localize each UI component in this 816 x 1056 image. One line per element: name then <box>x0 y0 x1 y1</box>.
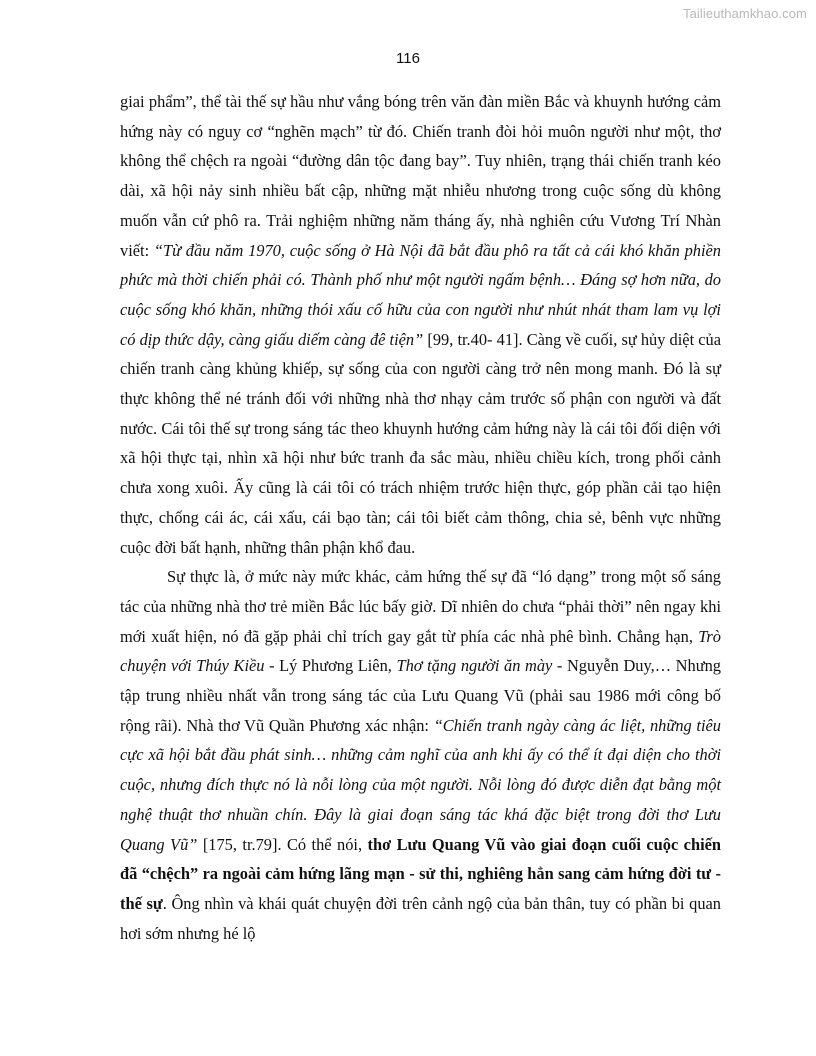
paragraph-2-text-5: . Ông nhìn và khái quát chuyện đời trên cảnh ngộ của bản thân, tuy có phần bi quan hơi sớm nhưng hé lộ <box>120 893 721 943</box>
paragraph-2-text-4: [175, tr.79]. Có thể nói, <box>197 834 368 854</box>
paragraph-2-text-3: - Nguyễn Duy,… Nhưng tập trung nhiều nhất vẫn trong sáng tác của Lưu Quang Vũ (phải sau 1986 mới công bố rộng rãi). Nhà thơ Vũ Quần Phương xác nhận: <box>120 656 721 735</box>
paragraph-2-work-title-1: Trò chuyện với Thúy Kiều <box>120 626 721 676</box>
paragraph-2-quote: “Chiến tranh ngày càng ác liệt, những tiêu cực xã hội bắt đầu phát sinh… những cảm nghĩ của anh khi ấy có thể ít đại diện cho thời cuộc, nhưng đích thực nó là nỗi lòng của một người. Nỗi lòng đó được diễn đạt bằng một nghệ thuật thơ nhuần chín. Đây là giai đoạn sáng tác khá đặc biệt trong đời thơ Lưu Quang Vũ” <box>120 715 721 854</box>
paragraph-2-text-2: - Lý Phương Liên, <box>264 656 397 676</box>
paragraph-2 <box>120 562 721 948</box>
paragraph-2-bold-claim: thơ Lưu Quang Vũ vào giai đoạn cuối cuộc chiến đã “chệch” ra ngoài cảm hứng lãng mạn - sử thi, nghiêng hẳn sang cảm hứng đời tư - thế sự <box>120 834 722 913</box>
paragraph-1-text-1: giai phẩm”, thể tài thế sự hầu như vắng bóng trên văn đàn miền Bắc và khuynh hướng cảm hứng này có nguy cơ “nghẽn mạch” từ đó. Chiến tranh đòi hỏi muôn người như một, thơ không thể chệch ra ngoài “đường dân tộc đang bay”. Tuy nhiên, trạng thái chiến tranh kéo dài, xã hội nảy sinh nhiều bất cập, những mặt nhiễu nhương trong cuộc sống dù không muốn vẫn cứ phô ra. Trải nghiệm những năm tháng ấy, nhà nghiên cứu Vương Trí Nhàn viết: <box>120 92 721 260</box>
watermark: Tailieuthamkhao.com <box>682 6 807 21</box>
paragraph-1 <box>120 87 721 562</box>
paragraph-1-text-2: [99, tr.40- 41]. Càng về cuối, sự hủy diệt của chiến tranh càng khủng khiếp, sự sống của con người càng trở nên mong manh. Đó là sự thực không thể né tránh đối với những nhà thơ nhạy cảm trước số phận con người và đất nước. Cái tôi thế sự trong sáng tác theo khuynh hướng cảm hứng này là cái tôi đối diện với xã hội thực tại, nhìn xã hội như bức tranh đa sắc màu, nhiều chiều kích, trong phối cảnh chưa xong xuôi. Ấy cũng là cái tôi có trách nhiệm trước hiện thực, góp phần cải tạo hiện thực, chống cái ác, cái xấu, cái bạo tàn; cái tôi biết cảm thông, chia sẻ, bênh vực những cuộc đời bất hạnh, những thân phận khổ đau. <box>120 329 721 557</box>
body-text <box>120 87 721 948</box>
page-number: 116 <box>396 50 420 67</box>
paragraph-2-work-title-2: Thơ tặng người ăn mày <box>396 656 553 676</box>
paragraph-1-quote: “Từ đầu năm 1970, cuộc sống ở Hà Nội đã bắt đầu phô ra tất cả cái khó khăn phiền phức mà thời chiến phải có. Thành phố như một người ngấm bệnh… Đáng sợ hơn nữa, do cuộc sống khó khăn, những thói xấu cố hữu của con người như nhút nhát tham lam vụ lợi có dịp thức dậy, càng giấu diếm càng đê tiện” <box>120 240 721 349</box>
paragraph-2-text-1: Sự thực là, ở mức này mức khác, cảm hứng thế sự đã “ló dạng” trong một số sáng tác của những nhà thơ trẻ miền Bắc lúc bấy giờ. Dĩ nhiên do chưa “phải thời” nên ngay khi mới xuất hiện, nó đã gặp phải chỉ trích gay gắt từ phía các nhà phê bình. Chẳng hạn, <box>120 567 721 646</box>
